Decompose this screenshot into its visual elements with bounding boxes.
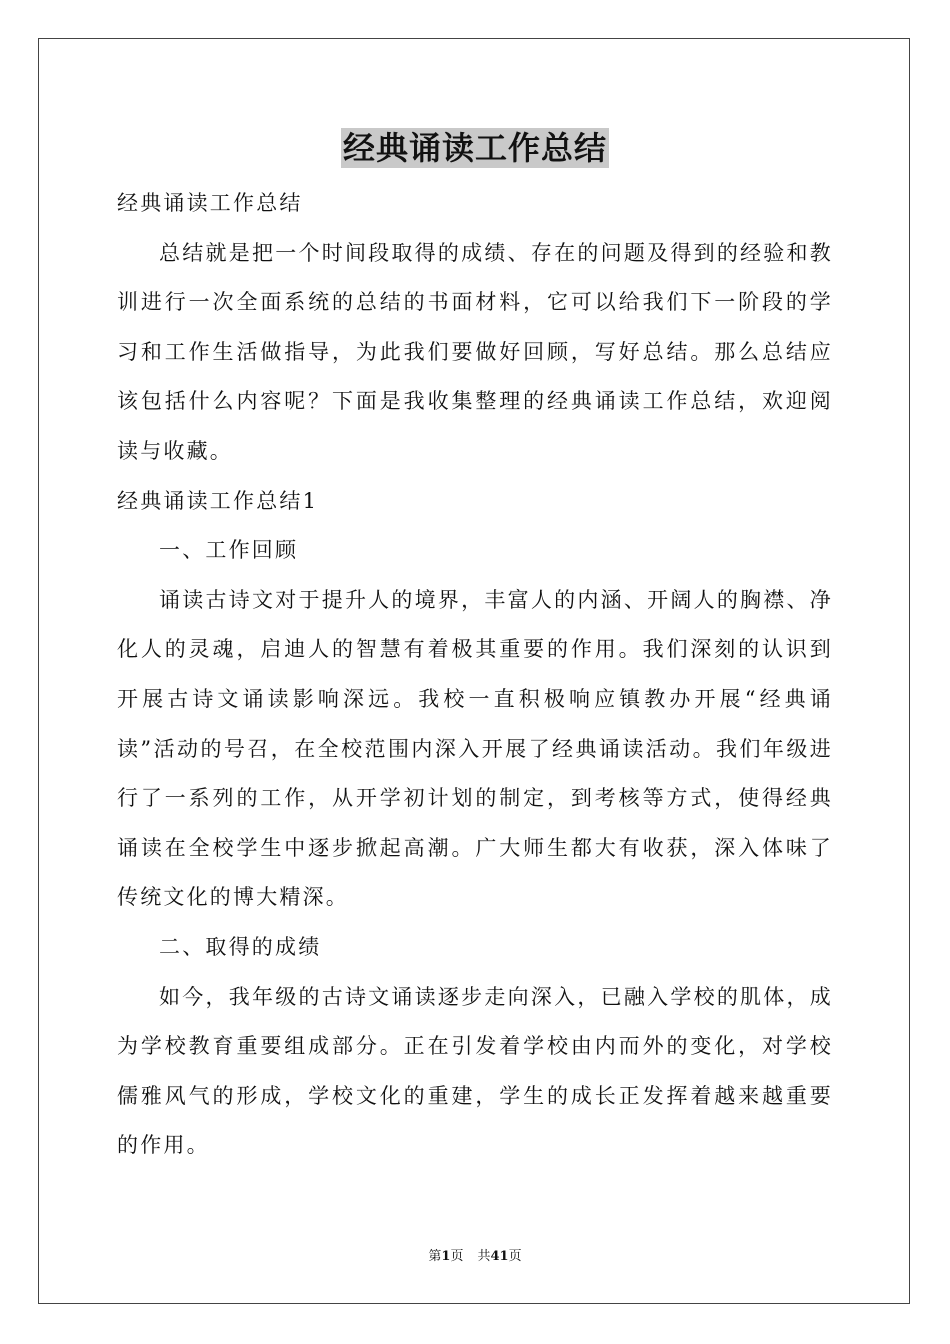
page-prefix: 第: [428, 1249, 442, 1264]
page-suffix: 页: [450, 1249, 464, 1264]
title-container: [0, 128, 950, 168]
page-number: 1: [441, 1249, 451, 1264]
total-suffix: 页: [508, 1249, 522, 1264]
paragraph-work-review: 诵读古诗文对于提升人的境界，丰富人的内涵、开阔人的胸襟、净化人的灵魂，启迪人的智慧有着极其重要的作用。我们深刻的认识到开展古诗文诵读影响深远。我校一直积极响应镇教办开展“经典诵读”活动的号召，在全校范围内深入开展了经典诵读活动。我们年级进行了一系列的工作，从开学初计划的制定，到考核等方式，使得经典诵读在全校学生中逐步掀起高潮。广大师生都大有收获，深入体味了传统文化的博大精深。: [117, 587, 833, 910]
subheading-work-review: 一、工作回顾: [159, 538, 299, 563]
total-pages: 41: [490, 1249, 509, 1264]
subheading-achievements: 二、取得的成绩: [159, 934, 322, 959]
section-heading: 经典诵读工作总结1: [117, 488, 319, 513]
document-title: 经典诵读工作总结: [342, 129, 607, 167]
intro-paragraph: 总结就是把一个时间段取得的成绩、存在的问题及得到的经验和教训进行一次全面系统的总结的书面材料，它可以给我们下一阶段的学习和工作生活做指导，为此我们要做好回顾，写好总结。那么总结应该包括什么内容呢？下面是我收集整理的经典诵读工作总结，欢迎阅读与收藏。: [117, 240, 833, 463]
paragraph-achievements: 如今，我年级的古诗文诵读逐步走向深入，已融入学校的肌体，成为学校教育重要组成部分。正在引发着学校由内而外的变化，对学校儒雅风气的形成，学校文化的重建，学生的成长正发挥着越来越重要的作用。: [117, 984, 833, 1158]
page-footer: [0, 1248, 950, 1266]
subtitle-line: 经典诵读工作总结: [117, 191, 303, 215]
total-prefix: 共: [477, 1249, 491, 1264]
document-body: [117, 179, 833, 1171]
